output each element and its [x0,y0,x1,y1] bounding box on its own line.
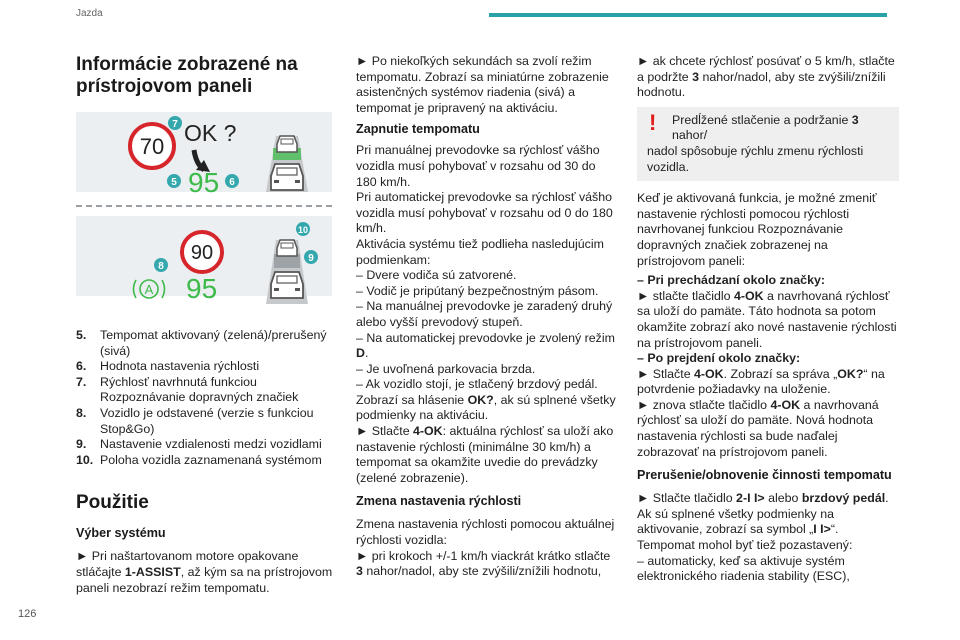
activation-line: Aktivácia systému tiež podlieha nasledujúcim podmienkam: [356,236,604,267]
column-3 [637,54,899,585]
legend-item: 5. Tempomat aktivovaný (zelená)/prerušený (sivá) [76,328,327,358]
select-system-heading: Výber systému [76,526,166,541]
legend-item: 7. Rýchlosť navrhnutá funkciou Rozpoznávanie dopravných značiek [76,374,299,405]
pause-intro: Tempomat mohol byť tiež pozastavený: [637,538,853,553]
section-heading: Informácie zobrazené na prístrojovom paneli [76,54,298,97]
condition-item: – Na manuálnej prevodovke je zaradený druhý alebo vyšší prevodový stupeň. [356,299,613,329]
column-2 [356,54,618,580]
car-own-bottom-icon [271,272,303,298]
select-system-text: ► Pri naštartovanom motore opakovane stláčajte 1-ASSIST, až kým sa na prístrojovom paneli nezobrazí režim tempomatu. [76,549,333,595]
svg-text:7: 7 [172,119,178,130]
legend-item: 9. Nastavenie vzdialenosti medzi vozidlami [76,437,322,452]
pause-step: ► Stlačte tlačidlo 2-I I> alebo brzdový pedál. [637,491,889,506]
figure-legend [76,328,338,468]
warning-box [637,107,899,181]
set-speed-top-value: 95 [188,167,220,198]
ok-prompt: OK ? [184,120,237,146]
activation-heading: Zapnutie tempomatu [356,122,480,137]
condition-item: – Vodič je pripútaný bezpečnostným pásom. [356,283,599,298]
change-step-5: ► ak chcete rýchlosť posúvať o 5 km/h, stlačte a podržte 3 nahor/nadol, aby ste zvýšili/znížili hodnotu. [637,54,895,100]
header-rule [489,13,887,17]
car-front-top-icon [277,136,297,152]
pause-resume-heading: Prerušenie/obnovenie činnosti tempomatu [637,468,892,483]
running-header: Jazda [76,8,103,19]
speed-limit-top-value: 70 [139,134,165,159]
set-speed-bottom-value: 95 [186,273,218,304]
instrument-panel-figure [76,112,332,304]
column-1 [76,54,338,600]
car-front-bottom-icon [277,240,297,256]
svg-text:9: 9 [308,253,314,264]
condition-item: – Je uvoľnená parkovacia brzda. [356,361,536,376]
passing-sign-step: ► stlačte tlačidlo 4-OK a navrhovaná rýchlosť sa uloží do pamäte. Táto hodnota sa potom okamžite zobrazí ako nové nastavenie rýchlosti na prístrojovom paneli. [637,288,897,350]
intro-paragraph: ► Po niekoľkých sekundách sa zvolí režim tempomatu. Zobrazí sa miniatúrne zobrazenie asistenčných systémov riadenia (sivá) a tempomat je pripravený na aktiváciu. [356,54,609,115]
after-sign-step: ► Stlačte 4-OK. Zobrazí sa správa „OK?“ na potvrdenie požiadavky na uloženie. [637,366,885,397]
legend-item: 10. Poloha vozidla zaznamenaná systémom [76,452,322,467]
page-number: 126 [18,608,37,620]
activation-message: Zobrazí sa hlásenie OK?, ak sú splnené všetky podmienky na aktiváciu. [356,392,616,423]
pause-reason: – automaticky, keď sa aktivuje systém elektronického riadenia stability (ESC), [637,553,850,584]
tsr-paragraph: Keď je aktivovaná funkcia, je možné zmeniť nastavenie rýchlosti pomocou rýchlosti navrhovanej funkciou Rozpoznávanie dopravných značiek zobrazenej na prístrojovom paneli: [637,191,877,268]
svg-text:5: 5 [171,177,177,188]
condition-item: – Dvere vodiča sú zatvorené. [356,268,517,283]
after-sign-heading: – Po prejdení okolo značky: [637,351,801,366]
stopgo-auto-icon [134,280,165,298]
panel-graphics [76,112,332,304]
condition-item: – Ak vozidlo stojí, je stlačený brzdový pedál. [356,377,598,392]
change-speed-intro: Zmena nastavenia rýchlosti pomocou aktuálnej rýchlosti vozidla: [356,517,615,548]
usage-heading: Použitie [76,492,149,514]
activation-step: ► Stlačte 4-OK: aktuálna rýchlosť sa uloží ako nastavenie rýchlosti (minimálne 30 km/h) a tempomat sa okamžite uvedie do prevádzky (zelené zobrazenie). [356,424,614,485]
change-speed-heading: Zmena nastavenia rýchlosti [356,494,522,509]
warning-text-line-2: nadol spôsobuje rýchlu zmenu rýchlosti vozidla. [647,143,864,174]
svg-text:6: 6 [229,177,235,188]
auto-symbol: A [144,282,154,297]
after-sign-step-2: ► znova stlačte tlačidlo 4-OK a navrhovaná rýchlosť sa uloží do pamäte. Nová hodnota nastavenia rýchlosti sa bude naďalej zobrazovať na prístrojovom paneli. [637,397,879,459]
activation-line: Pri automatickej prevodovke sa rýchlosť vášho vozidla musí pohybovať v rozsahu od 0 do 180 km/h. [356,190,613,236]
car-own-top-icon [271,164,303,190]
svg-text:8: 8 [158,261,164,272]
warning-icon: ! [649,109,657,135]
legend-item: 6. Hodnota nastavenia rýchlosti [76,359,260,374]
condition-item: – Na automatickej prevodovke je zvolený režim D. [356,330,615,361]
warning-text-line-1: Predĺžené stlačenie a podržanie 3 nahor/ [672,112,859,143]
speed-limit-bottom-value: 90 [190,242,214,264]
svg-text:10: 10 [297,225,309,235]
pause-symbol-text: Ak sú splnené všetky podmienky na aktivovanie, zobrazí sa symbol „I I>“. [637,506,839,537]
passing-sign-heading: – Pri prechádzaní okolo značky: [637,273,825,288]
activation-line: Pri manuálnej prevodovke sa rýchlosť vášho vozidla musí pohybovať v rozsahu od 30 do 180 km/h. [356,143,600,189]
change-step: ► pri krokoch +/-1 km/h viackrát krátko stlačte 3 nahor/nadol, aby ste zvýšili/znížili hodnotu, [356,548,611,579]
legend-item: 8. Vozidlo je odstavené (verzie s funkciou Stop&Go) [76,405,314,436]
